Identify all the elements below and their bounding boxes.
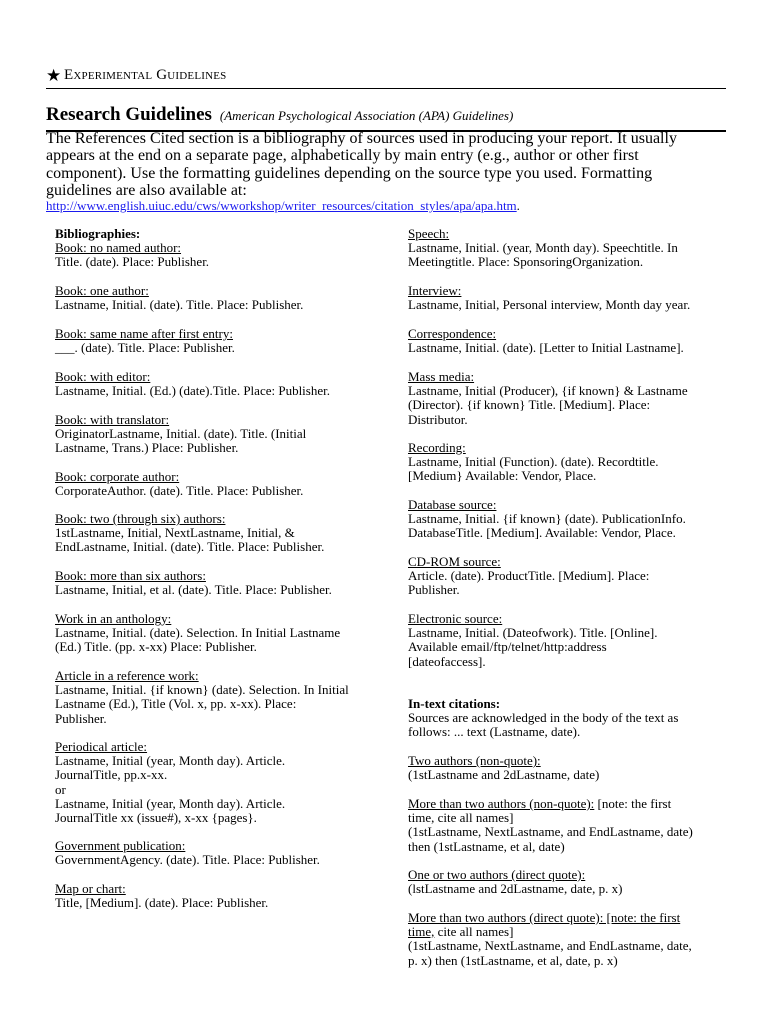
- entry-heading: Book: same name after first entry:: [55, 326, 233, 341]
- entry-book-editor: [55, 370, 375, 398]
- research-title: Research Guidelines: [46, 104, 212, 125]
- entry-note: cite all names]: [434, 924, 514, 940]
- entry-heading: Book: more than six authors:: [55, 568, 206, 583]
- entry-electronic: [408, 612, 728, 669]
- entry-heading: Book: with editor:: [55, 369, 151, 384]
- entry-cdrom: [408, 555, 728, 598]
- entry-format: (lstLastname and 2dLastname, date, p. x): [408, 881, 623, 897]
- entry-heading: One or two authors (direct quote):: [408, 867, 586, 882]
- entry-heading: Two authors (non-quote):: [408, 753, 541, 768]
- url-line: [46, 198, 520, 214]
- apa-guidelines-link[interactable]: http://www.english.uiuc.edu/cws/wworkshop/writer_resources/citation_styles/apa/apa.htm: [46, 198, 517, 213]
- entry-format: (Director). {if known} Title. [Medium]. Place:: [408, 397, 651, 413]
- entry-format: Title, [Medium]. (date). Place: Publisher.: [55, 895, 269, 911]
- entry-format: Lastname, Initial (Function). (date). Recordtitle.: [408, 454, 659, 470]
- entry-heading: Book: two (through six) authors:: [55, 511, 226, 526]
- entry-format: Lastname, Initial (Producer), {if known} & Lastname: [408, 383, 688, 399]
- entry-format: Available email/ftp/telnet/http:address: [408, 639, 607, 655]
- intro-line: component). Use the formatting guidelines depending on the source type you used. Formatting: [46, 164, 653, 182]
- entry-format: Lastname, Initial (year, Month day). Article.: [55, 753, 286, 769]
- entry-reference-work: [55, 669, 375, 726]
- entry-format: CorporateAuthor. (date). Title. Place: Publisher.: [55, 483, 304, 499]
- entry-format: 1stLastname, Initial, NextLastname, Initial, &: [55, 525, 295, 541]
- entry-format: Lastname, Initial. (date). Selection. In Initial Lastname: [55, 625, 341, 641]
- entry-heading: Article in a reference work:: [55, 668, 199, 683]
- entry-anthology: [55, 612, 375, 655]
- entry-speech: [408, 227, 728, 270]
- entry-format: then (1stLastname, et al, date): [408, 838, 565, 854]
- entry-correspondence: [408, 327, 728, 355]
- entry-book-corporate: [55, 470, 375, 498]
- entry-format: Lastname, Initial, et al. (date). Title. Place: Publisher.: [55, 582, 332, 598]
- bibliographies-heading: Bibliographies:: [55, 226, 141, 241]
- entry-more-than-two-direct-quote: [408, 911, 728, 968]
- entry-heading: More than two authors (non-quote):: [408, 796, 595, 811]
- entry-format: GovernmentAgency. (date). Title. Place: Publisher.: [55, 852, 320, 868]
- entry-in-text-citations: [408, 697, 728, 740]
- entry-heading: Periodical article:: [55, 739, 148, 754]
- entry-format: JournalTitle, pp.x-xx.: [55, 767, 168, 783]
- entry-heading: Speech:: [408, 226, 450, 241]
- entry-format: Lastname, Initial. (Ed.) (date).Title. Place: Publisher.: [55, 383, 330, 399]
- entry-book-no-author: [55, 241, 375, 269]
- entry-format: p. x) then (1stLastname, et al, date, p. x): [408, 952, 618, 968]
- entry-format: Lastname, Initial. (date). [Letter to Initial Lastname].: [408, 340, 684, 356]
- entry-format: Lastname, Initial. {if known} (date). Selection. In Initial: [55, 682, 349, 698]
- entry-format: time, cite all names]: [408, 810, 514, 826]
- entry-heading: Recording:: [408, 440, 466, 455]
- entry-note: [note: the first: [594, 796, 672, 811]
- research-guidelines-heading: [46, 104, 726, 132]
- entry-format: Sources are acknowledged in the body of the text as: [408, 710, 679, 726]
- intro-line: The References Cited section is a bibliography of sources used in producing your report. It usually: [46, 130, 677, 147]
- entry-format: Lastname, Initial. {if known} (date). PublicationInfo.: [408, 511, 686, 527]
- entry-heading-line: [408, 797, 728, 811]
- entry-heading: Correspondence:: [408, 326, 497, 341]
- entry-book-two-six-authors: [55, 512, 375, 555]
- entry-format: [Medium} Available: Vendor, Place.: [408, 468, 597, 484]
- entry-heading: Book: one author:: [55, 283, 149, 298]
- star-icon: ★: [46, 66, 62, 85]
- entry-format: Lastname, Trans.) Place: Publisher.: [55, 440, 239, 456]
- entry-heading: Book: with translator:: [55, 412, 170, 427]
- entry-format: Article. (date). ProductTitle. [Medium]. Place:: [408, 568, 650, 584]
- entry-interview: [408, 284, 728, 312]
- entry-heading: Work in an anthology:: [55, 611, 172, 626]
- entry-periodical: [55, 740, 375, 825]
- entry-heading: CD-ROM source:: [408, 554, 501, 569]
- entry-format: (1stLastname, NextLastname, and EndLastname, date,: [408, 938, 692, 954]
- intro-paragraph: [46, 130, 726, 199]
- entry-heading: Database source:: [408, 497, 497, 512]
- entry-format: follows: ... text (Lastname, date).: [408, 724, 581, 740]
- entry-database: [408, 498, 728, 541]
- url-period: .: [516, 198, 520, 213]
- entry-format: Lastname, Initial. (Dateofwork). Title. [Online].: [408, 625, 658, 641]
- entry-format: Lastname (Ed.), Title (Vol. x, pp. x-xx). Place:: [55, 696, 297, 712]
- entry-format: Meetingtitle. Place: SponsoringOrganization.: [408, 254, 644, 270]
- entry-format: Publisher.: [55, 710, 107, 726]
- entry-one-two-direct-quote: [408, 868, 728, 896]
- entry-format: (Ed.) Title. (pp. x-xx) Place: Publisher.: [55, 639, 257, 655]
- entry-format: or: [55, 781, 66, 797]
- entry-format: JournalTitle xx (issue#), x-xx {pages}.: [55, 810, 257, 826]
- entry-format: Lastname, Initial. (date). Title. Place: Publisher.: [55, 297, 304, 313]
- entry-heading-cont: time,: [408, 924, 435, 940]
- intro-line: appears at the end on a separate page, alphabetically by main entry (e.g., author or other first: [46, 147, 639, 165]
- entry-heading: Government publication:: [55, 838, 186, 853]
- entry-format: Distributor.: [408, 411, 468, 427]
- research-subtitle: (American Psychological Association (APA) Guidelines): [219, 108, 514, 123]
- entry-format: Title. (date). Place: Publisher.: [55, 254, 210, 270]
- entry-format: (1stLastname, NextLastname, and EndLastname, date): [408, 824, 693, 840]
- entry-heading: Book: no named author:: [55, 240, 182, 255]
- entry-book-translator: [55, 413, 375, 456]
- entry-heading: Mass media:: [408, 369, 475, 384]
- entry-book-one-author: [55, 284, 375, 312]
- entry-more-than-two-nonquote: [408, 797, 728, 854]
- entry-two-authors-nonquote: [408, 754, 728, 782]
- entry-government: [55, 839, 375, 867]
- entry-heading: Map or chart:: [55, 881, 126, 896]
- entry-format: (1stLastname and 2dLastname, date): [408, 767, 600, 783]
- entry-format: EndLastname, Initial. (date). Title. Place: Publisher.: [55, 539, 325, 555]
- entry-format: Publisher.: [408, 582, 460, 598]
- entry-mass-media: [408, 370, 728, 427]
- entry-map-chart: [55, 882, 375, 910]
- entry-format: Lastname, Initial, Personal interview, Month day year.: [408, 297, 691, 313]
- entry-format: ___. (date). Title. Place: Publisher.: [55, 340, 235, 356]
- entry-heading: Book: corporate author:: [55, 469, 180, 484]
- entry-recording: [408, 441, 728, 484]
- intro-line: guidelines are also available at:: [46, 181, 247, 199]
- in-text-heading: In-text citations:: [408, 696, 501, 711]
- entry-format: OriginatorLastname, Initial. (date). Title. (Initial: [55, 426, 307, 442]
- entry-heading: Interview:: [408, 283, 462, 298]
- entry-format: Lastname, Initial. (year, Month day). Speechtitle. In: [408, 240, 678, 256]
- entry-format: DatabaseTitle. [Medium]. Available: Vendor, Place.: [408, 525, 676, 541]
- entry-book-six-plus: [55, 569, 375, 597]
- entry-format: [dateofaccess].: [408, 653, 486, 669]
- section-header: [46, 66, 726, 89]
- entry-heading-line: [408, 925, 728, 939]
- entry-heading: Electronic source:: [408, 611, 503, 626]
- entry-heading: More than two authors (direct quote): [note: the first: [408, 910, 681, 925]
- entry-format: Lastname, Initial (year, Month day). Article.: [55, 795, 286, 811]
- section-title: Experimental Guidelines: [64, 67, 227, 83]
- entry-book-same-name: [55, 327, 375, 355]
